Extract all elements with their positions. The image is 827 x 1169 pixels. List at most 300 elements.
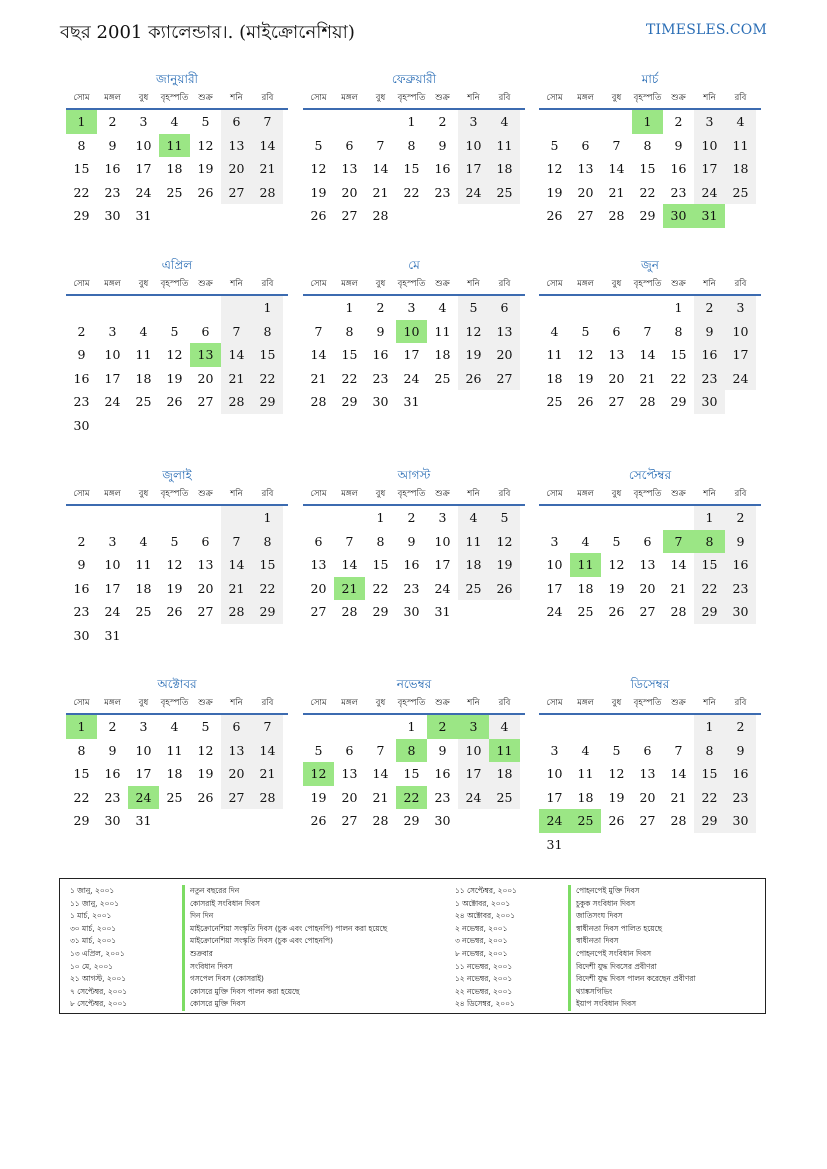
day-cell[interactable]: 28 [670,604,687,619]
day-cell[interactable]: 28 [310,394,327,409]
holiday-day-cell[interactable]: 7 [663,530,694,554]
day-cell[interactable]: 29 [252,600,283,624]
day-cell[interactable]: 2 [407,510,416,525]
day-cell[interactable]: 15 [403,766,420,781]
day-cell[interactable]: 17 [694,157,725,181]
day-cell[interactable]: 26 [489,577,520,601]
day-cell[interactable]: 10 [458,134,489,158]
day-cell[interactable]: 13 [489,320,520,344]
holiday-day-cell[interactable]: 24 [539,809,570,833]
day-cell[interactable]: 21 [372,789,389,805]
day-cell[interactable]: 16 [434,766,451,781]
day-cell[interactable]: 12 [197,742,214,758]
day-cell[interactable]: 20 [639,580,656,596]
day-cell[interactable]: 14 [639,347,656,362]
day-cell[interactable]: 15 [639,161,656,176]
day-cell[interactable]: 9 [77,557,86,572]
day-cell[interactable]: 29 [694,809,725,833]
day-cell[interactable]: 15 [252,553,283,577]
day-cell[interactable]: 14 [608,161,625,176]
day-cell[interactable]: 8 [643,137,652,153]
day-cell[interactable]: 21 [310,370,327,386]
day-cell[interactable]: 9 [407,533,416,549]
day-cell[interactable]: 26 [608,813,625,828]
day-cell[interactable]: 18 [135,370,152,386]
day-cell[interactable]: 6 [345,742,354,758]
day-cell[interactable]: 4 [489,110,520,134]
day-cell[interactable]: 4 [725,110,756,134]
day-cell[interactable]: 9 [725,530,756,554]
day-cell[interactable]: 7 [252,715,283,739]
holiday-day-cell[interactable]: 11 [159,134,190,158]
day-cell[interactable]: 6 [314,533,323,549]
day-cell[interactable]: 26 [577,394,594,409]
day-cell[interactable]: 2 [108,114,117,129]
day-cell[interactable]: 25 [434,370,451,386]
day-cell[interactable]: 25 [546,394,563,409]
day-cell[interactable]: 18 [577,580,594,596]
day-cell[interactable]: 27 [639,813,656,828]
day-cell[interactable]: 29 [403,813,420,828]
day-cell[interactable]: 9 [438,137,447,153]
day-cell[interactable]: 16 [73,580,90,596]
day-cell[interactable]: 30 [104,813,121,828]
day-cell[interactable]: 5 [314,137,323,153]
day-cell[interactable]: 23 [104,789,121,805]
day-cell[interactable]: 24 [458,181,489,205]
day-cell[interactable]: 11 [166,742,183,758]
day-cell[interactable]: 1 [694,715,725,739]
day-cell[interactable]: 16 [725,553,756,577]
day-cell[interactable]: 14 [372,161,389,176]
day-cell[interactable]: 5 [458,296,489,320]
day-cell[interactable]: 17 [725,343,756,367]
day-cell[interactable]: 15 [403,161,420,176]
day-cell[interactable]: 27 [608,394,625,409]
holiday-day-cell[interactable]: 11 [570,553,601,577]
holiday-day-cell[interactable]: 12 [303,762,334,786]
day-cell[interactable]: 28 [341,604,358,619]
day-cell[interactable]: 4 [170,719,179,734]
day-cell[interactable]: 23 [725,577,756,601]
day-cell[interactable]: 6 [201,323,210,339]
day-cell[interactable]: 12 [166,557,183,572]
day-cell[interactable]: 5 [201,114,210,129]
day-cell[interactable]: 30 [725,600,756,624]
day-cell[interactable]: 17 [546,789,563,805]
day-cell[interactable]: 13 [639,557,656,572]
day-cell[interactable]: 31 [546,836,563,852]
day-cell[interactable]: 20 [341,789,358,805]
day-cell[interactable]: 6 [581,137,590,153]
day-cell[interactable]: 11 [434,323,451,339]
day-cell[interactable]: 15 [670,347,687,362]
day-cell[interactable]: 17 [546,580,563,596]
day-cell[interactable]: 2 [77,323,86,339]
day-cell[interactable]: 12 [608,766,625,781]
day-cell[interactable]: 17 [104,580,121,596]
day-cell[interactable]: 27 [577,208,594,223]
day-cell[interactable]: 17 [458,762,489,786]
day-cell[interactable]: 26 [166,394,183,409]
day-cell[interactable]: 9 [77,347,86,362]
day-cell[interactable]: 14 [252,739,283,763]
day-cell[interactable]: 22 [252,367,283,391]
day-cell[interactable]: 10 [546,557,563,572]
day-cell[interactable]: 19 [546,184,563,200]
day-cell[interactable]: 18 [577,789,594,805]
day-cell[interactable]: 24 [546,604,563,619]
day-cell[interactable]: 28 [252,181,283,205]
day-cell[interactable]: 22 [252,577,283,601]
day-cell[interactable]: 22 [670,370,687,386]
day-cell[interactable]: 21 [670,789,687,805]
day-cell[interactable]: 29 [694,600,725,624]
day-cell[interactable]: 27 [221,181,252,205]
day-cell[interactable]: 4 [581,533,590,549]
day-cell[interactable]: 23 [104,184,121,200]
day-cell[interactable]: 18 [135,580,152,596]
day-cell[interactable]: 6 [643,742,652,758]
day-cell[interactable]: 3 [139,719,148,734]
day-cell[interactable]: 9 [376,323,385,339]
day-cell[interactable]: 7 [376,742,385,758]
day-cell[interactable]: 12 [458,320,489,344]
day-cell[interactable]: 12 [197,137,214,153]
day-cell[interactable]: 10 [458,739,489,763]
day-cell[interactable]: 26 [310,208,327,223]
day-cell[interactable]: 8 [77,742,86,758]
day-cell[interactable]: 20 [197,370,214,386]
day-cell[interactable]: 19 [166,370,183,386]
day-cell[interactable]: 8 [252,530,283,554]
day-cell[interactable]: 20 [221,762,252,786]
day-cell[interactable]: 31 [135,208,152,223]
day-cell[interactable]: 1 [674,300,683,315]
day-cell[interactable]: 11 [135,347,152,362]
day-cell[interactable]: 5 [489,506,520,530]
day-cell[interactable]: 3 [139,114,148,129]
day-cell[interactable]: 20 [197,580,214,596]
day-cell[interactable]: 8 [345,323,354,339]
day-cell[interactable]: 24 [104,604,121,619]
day-cell[interactable]: 19 [608,789,625,805]
day-cell[interactable]: 11 [489,134,520,158]
day-cell[interactable]: 19 [197,766,214,781]
holiday-day-cell[interactable]: 10 [396,320,427,344]
day-cell[interactable]: 4 [438,300,447,315]
day-cell[interactable]: 28 [670,813,687,828]
day-cell[interactable]: 23 [434,184,451,200]
day-cell[interactable]: 21 [221,367,252,391]
day-cell[interactable]: 20 [489,343,520,367]
day-cell[interactable]: 13 [639,766,656,781]
day-cell[interactable]: 7 [221,530,252,554]
day-cell[interactable]: 15 [372,557,389,572]
day-cell[interactable]: 8 [252,320,283,344]
day-cell[interactable]: 21 [639,370,656,386]
holiday-day-cell[interactable]: 21 [334,577,365,601]
day-cell[interactable]: 13 [221,134,252,158]
day-cell[interactable]: 4 [170,114,179,129]
day-cell[interactable]: 25 [489,181,520,205]
day-cell[interactable]: 10 [546,766,563,781]
day-cell[interactable]: 7 [314,323,323,339]
day-cell[interactable]: 29 [639,208,656,223]
holiday-day-cell[interactable]: 8 [694,530,725,554]
day-cell[interactable]: 6 [612,323,621,339]
day-cell[interactable]: 5 [314,742,323,758]
day-cell[interactable]: 1 [252,506,283,530]
day-cell[interactable]: 10 [694,134,725,158]
day-cell[interactable]: 23 [372,370,389,386]
day-cell[interactable]: 25 [489,786,520,810]
day-cell[interactable]: 15 [73,161,90,176]
day-cell[interactable]: 19 [310,184,327,200]
day-cell[interactable]: 16 [694,343,725,367]
day-cell[interactable]: 16 [725,762,756,786]
day-cell[interactable]: 15 [694,553,725,577]
day-cell[interactable]: 3 [550,533,559,549]
day-cell[interactable]: 6 [201,533,210,549]
day-cell[interactable]: 22 [341,370,358,386]
day-cell[interactable]: 20 [577,184,594,200]
day-cell[interactable]: 8 [694,739,725,763]
day-cell[interactable]: 2 [694,296,725,320]
day-cell[interactable]: 22 [403,184,420,200]
day-cell[interactable]: 3 [694,110,725,134]
day-cell[interactable]: 25 [166,789,183,805]
day-cell[interactable]: 1 [407,114,416,129]
day-cell[interactable]: 16 [403,557,420,572]
day-cell[interactable]: 17 [135,766,152,781]
holiday-day-cell[interactable]: 30 [663,204,694,228]
day-cell[interactable]: 5 [201,719,210,734]
holiday-day-cell[interactable]: 11 [489,739,520,763]
day-cell[interactable]: 21 [372,184,389,200]
day-cell[interactable]: 27 [341,813,358,828]
day-cell[interactable]: 2 [725,715,756,739]
day-cell[interactable]: 11 [546,347,563,362]
day-cell[interactable]: 29 [252,390,283,414]
day-cell[interactable]: 2 [376,300,385,315]
day-cell[interactable]: 22 [694,577,725,601]
day-cell[interactable]: 13 [197,557,214,572]
holiday-day-cell[interactable]: 1 [66,715,97,739]
day-cell[interactable]: 28 [221,600,252,624]
day-cell[interactable]: 19 [310,789,327,805]
day-cell[interactable]: 13 [310,557,327,572]
holiday-day-cell[interactable]: 1 [66,110,97,134]
day-cell[interactable]: 2 [438,114,447,129]
day-cell[interactable]: 28 [221,390,252,414]
day-cell[interactable]: 26 [197,789,214,805]
day-cell[interactable]: 12 [166,347,183,362]
holiday-day-cell[interactable]: 2 [427,715,458,739]
day-cell[interactable]: 1 [345,300,354,315]
day-cell[interactable]: 3 [550,742,559,758]
day-cell[interactable]: 2 [77,533,86,549]
day-cell[interactable]: 9 [674,137,683,153]
day-cell[interactable]: 18 [166,766,183,781]
day-cell[interactable]: 19 [577,370,594,386]
day-cell[interactable]: 28 [372,813,389,828]
day-cell[interactable]: 15 [252,343,283,367]
day-cell[interactable]: 23 [403,580,420,596]
day-cell[interactable]: 2 [674,114,683,129]
day-cell[interactable]: 16 [104,766,121,781]
day-cell[interactable]: 25 [577,604,594,619]
day-cell[interactable]: 17 [104,370,121,386]
day-cell[interactable]: 13 [608,347,625,362]
day-cell[interactable]: 16 [73,370,90,386]
day-cell[interactable]: 23 [434,789,451,805]
day-cell[interactable]: 31 [403,394,420,409]
day-cell[interactable]: 21 [608,184,625,200]
day-cell[interactable]: 19 [489,553,520,577]
day-cell[interactable]: 9 [108,742,117,758]
day-cell[interactable]: 27 [639,604,656,619]
day-cell[interactable]: 24 [458,786,489,810]
day-cell[interactable]: 14 [670,557,687,572]
day-cell[interactable]: 7 [376,137,385,153]
day-cell[interactable]: 7 [674,742,683,758]
day-cell[interactable]: 29 [73,813,90,828]
day-cell[interactable]: 20 [221,157,252,181]
day-cell[interactable]: 30 [725,809,756,833]
day-cell[interactable]: 13 [341,161,358,176]
day-cell[interactable]: 4 [489,715,520,739]
day-cell[interactable]: 8 [77,137,86,153]
day-cell[interactable]: 26 [608,604,625,619]
day-cell[interactable]: 17 [135,161,152,176]
day-cell[interactable]: 26 [546,208,563,223]
day-cell[interactable]: 19 [197,161,214,176]
day-cell[interactable]: 20 [310,580,327,596]
holiday-day-cell[interactable]: 13 [190,343,221,367]
day-cell[interactable]: 5 [612,533,621,549]
day-cell[interactable]: 23 [670,184,687,200]
day-cell[interactable]: 3 [725,296,756,320]
day-cell[interactable]: 7 [252,110,283,134]
day-cell[interactable]: 7 [612,137,621,153]
day-cell[interactable]: 23 [725,786,756,810]
day-cell[interactable]: 24 [104,394,121,409]
day-cell[interactable]: 30 [372,394,389,409]
day-cell[interactable]: 12 [546,161,563,176]
day-cell[interactable]: 11 [135,557,152,572]
day-cell[interactable]: 17 [458,157,489,181]
day-cell[interactable]: 16 [104,161,121,176]
day-cell[interactable]: 3 [407,300,416,315]
day-cell[interactable]: 6 [345,137,354,153]
day-cell[interactable]: 29 [372,604,389,619]
day-cell[interactable]: 2 [725,506,756,530]
day-cell[interactable]: 18 [725,157,756,181]
day-cell[interactable]: 29 [341,394,358,409]
day-cell[interactable]: 21 [670,580,687,596]
day-cell[interactable]: 31 [104,627,121,643]
day-cell[interactable]: 20 [341,184,358,200]
day-cell[interactable]: 28 [252,786,283,810]
day-cell[interactable]: 5 [581,323,590,339]
day-cell[interactable]: 28 [372,208,389,223]
day-cell[interactable]: 24 [135,184,152,200]
day-cell[interactable]: 28 [639,394,656,409]
day-cell[interactable]: 16 [372,347,389,362]
holiday-day-cell[interactable]: 3 [458,715,489,739]
day-cell[interactable]: 5 [550,137,559,153]
day-cell[interactable]: 3 [438,510,447,525]
day-cell[interactable]: 12 [577,347,594,362]
day-cell[interactable]: 14 [221,343,252,367]
day-cell[interactable]: 11 [458,530,489,554]
day-cell[interactable]: 15 [341,347,358,362]
day-cell[interactable]: 7 [221,320,252,344]
day-cell[interactable]: 24 [694,181,725,205]
day-cell[interactable]: 21 [221,577,252,601]
day-cell[interactable]: 3 [108,323,117,339]
day-cell[interactable]: 15 [694,762,725,786]
day-cell[interactable]: 24 [434,580,451,596]
day-cell[interactable]: 13 [577,161,594,176]
day-cell[interactable]: 9 [725,739,756,763]
day-cell[interactable]: 23 [73,394,90,409]
day-cell[interactable]: 27 [221,786,252,810]
day-cell[interactable]: 10 [135,137,152,153]
day-cell[interactable]: 8 [376,533,385,549]
holiday-day-cell[interactable]: 31 [694,204,725,228]
day-cell[interactable]: 22 [639,184,656,200]
day-cell[interactable]: 31 [434,604,451,619]
day-cell[interactable]: 30 [694,390,725,414]
day-cell[interactable]: 4 [458,506,489,530]
day-cell[interactable]: 10 [135,742,152,758]
day-cell[interactable]: 22 [73,184,90,200]
day-cell[interactable]: 26 [197,184,214,200]
holiday-day-cell[interactable]: 25 [570,809,601,833]
day-cell[interactable]: 1 [252,296,283,320]
day-cell[interactable]: 18 [166,161,183,176]
day-cell[interactable]: 6 [489,296,520,320]
day-cell[interactable]: 8 [407,137,416,153]
day-cell[interactable]: 29 [73,208,90,223]
day-cell[interactable]: 20 [608,370,625,386]
day-cell[interactable]: 14 [310,347,327,362]
day-cell[interactable]: 14 [221,553,252,577]
day-cell[interactable]: 14 [341,557,358,572]
day-cell[interactable]: 10 [104,557,121,572]
day-cell[interactable]: 11 [725,134,756,158]
day-cell[interactable]: 5 [170,533,179,549]
day-cell[interactable]: 7 [643,323,652,339]
day-cell[interactable]: 27 [341,208,358,223]
day-cell[interactable]: 25 [166,184,183,200]
day-cell[interactable]: 24 [403,370,420,386]
day-cell[interactable]: 30 [73,627,90,643]
day-cell[interactable]: 15 [73,766,90,781]
day-cell[interactable]: 29 [670,394,687,409]
day-cell[interactable]: 17 [403,347,420,362]
day-cell[interactable]: 6 [221,110,252,134]
day-cell[interactable]: 13 [341,766,358,781]
day-cell[interactable]: 13 [221,739,252,763]
day-cell[interactable]: 27 [310,604,327,619]
day-cell[interactable]: 30 [73,417,90,433]
holiday-day-cell[interactable]: 1 [632,110,663,134]
day-cell[interactable]: 25 [725,181,756,205]
day-cell[interactable]: 26 [458,367,489,391]
